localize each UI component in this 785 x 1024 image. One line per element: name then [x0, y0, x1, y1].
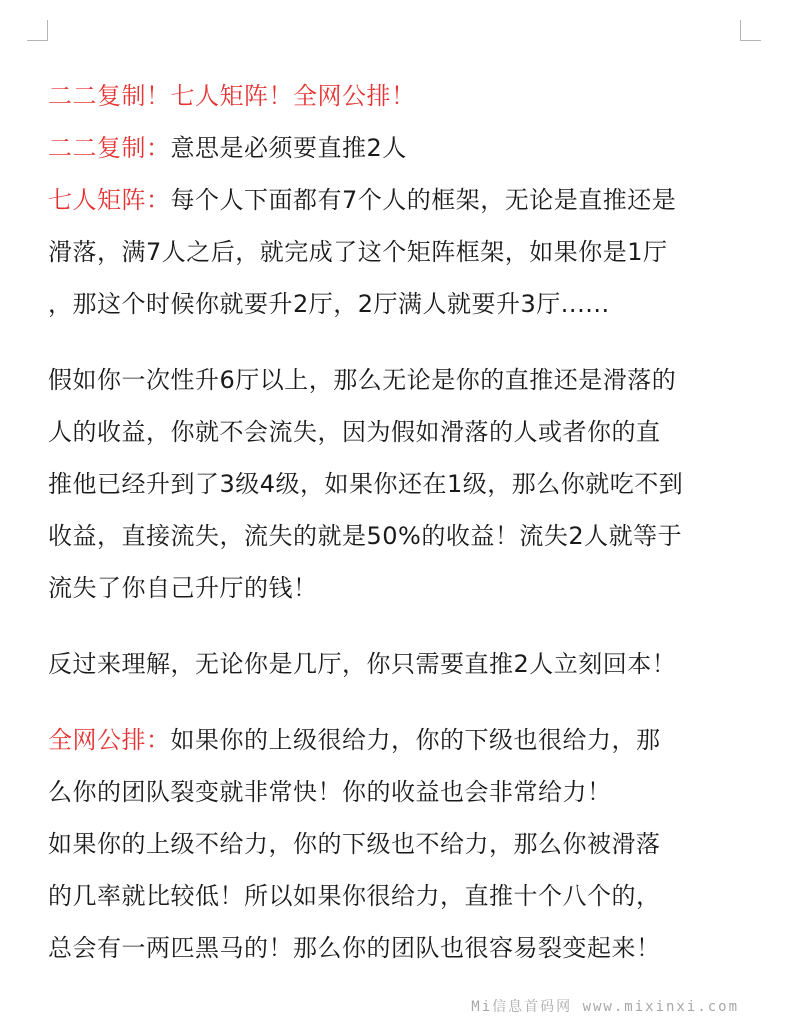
- paragraph-gap: [48, 330, 748, 354]
- text-line: 假如你一次性升6厅以上，那么无论是你的直推还是滑落的: [48, 366, 677, 394]
- paragraph-gap: [48, 614, 748, 638]
- text-line: 收益，直接流失，流失的就是50%的收益！流失2人就等于: [48, 522, 683, 550]
- document-heading: 二二复制！七人矩阵！全网公排！: [48, 82, 416, 110]
- text-line: 推他已经升到了3级4级，如果你还在1级，那么你就吃不到: [48, 470, 684, 498]
- section-text: 每个人下面都有7个人的框架，无论是直推还是: [170, 186, 677, 214]
- page-corner-mark-top-left: [27, 20, 48, 41]
- section-copy-rule: [48, 122, 748, 174]
- watermark: Mi信息首码网 www.mixinxi.com: [471, 999, 739, 1015]
- section-label: 七人矩阵：: [48, 186, 171, 214]
- text-line: 么你的团队裂变就非常快！你的收益也会非常给力！: [48, 778, 612, 806]
- section-matrix-rule: [48, 174, 748, 226]
- text-line: 反过来理解，无论你是几厅，你只需要直推2人立刻回本！: [48, 650, 677, 678]
- section-label: 二二复制：: [48, 134, 171, 162]
- text-line: ，那这个时候你就要升2厅，2厅满人就要升3厅......: [48, 290, 610, 318]
- paragraph-gap: [48, 690, 748, 714]
- text-line: 如果你的上级不给力，你的下级也不给力，那么你被滑落: [48, 830, 661, 858]
- document-body: [48, 70, 748, 974]
- text-line: 滑落，满7人之后，就完成了这个矩阵框架，如果你是1厅: [48, 238, 668, 266]
- text-line: 总会有一两匹黑马的！那么你的团队也很容易裂变起来！: [48, 934, 661, 962]
- section-public-ranking: [48, 714, 748, 766]
- section-text: 意思是必须要直推2人: [170, 134, 407, 162]
- section-text: 如果你的上级很给力，你的下级也很给力，那: [170, 726, 661, 754]
- page-corner-mark-top-right: [740, 20, 761, 41]
- text-line: 的几率就比较低！所以如果你很给力，直推十个八个的，: [48, 882, 661, 910]
- text-line: 人的收益，你就不会流失，因为假如滑落的人或者你的直: [48, 418, 661, 446]
- text-line: 流失了你自己升厅的钱！: [48, 574, 318, 602]
- section-label: 全网公排：: [48, 726, 171, 754]
